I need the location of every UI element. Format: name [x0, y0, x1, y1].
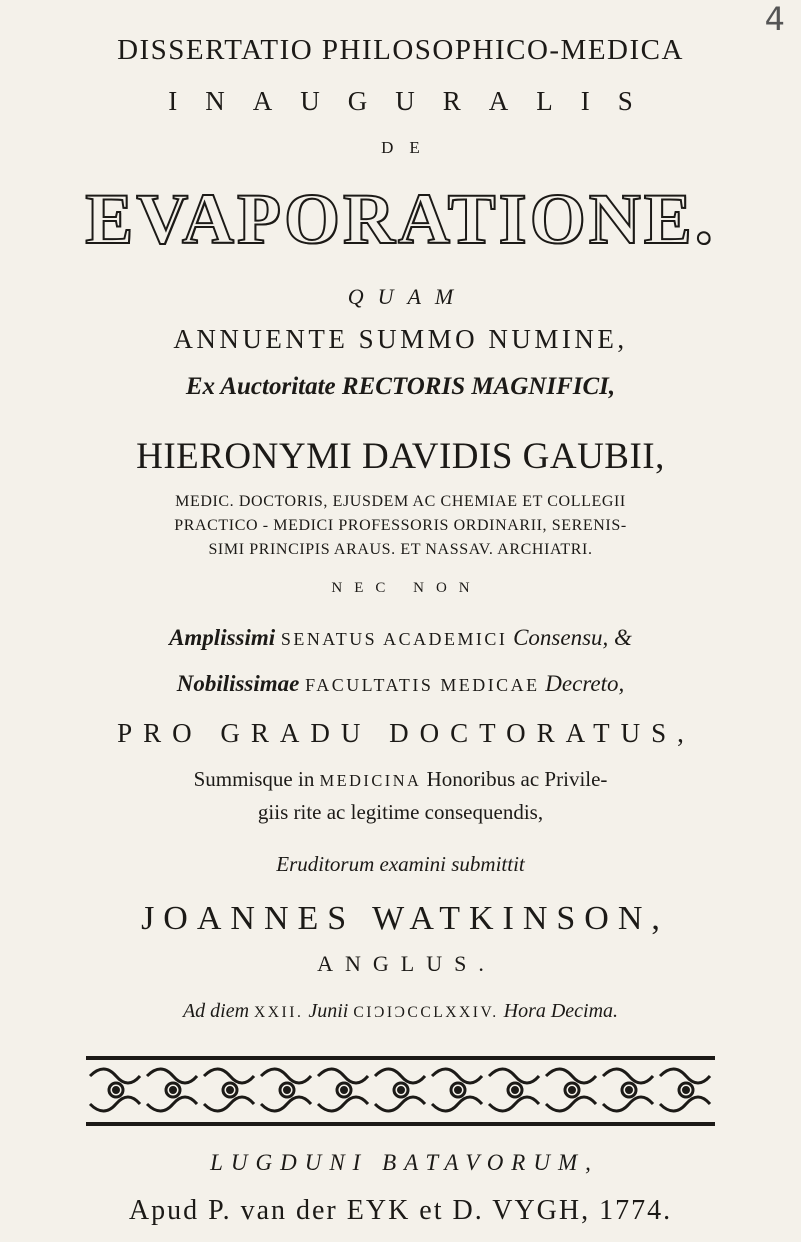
summisque-line-2: giis rite ac legitime consequendis,	[257, 800, 544, 824]
ornament-rosette-center	[570, 1088, 575, 1093]
date-line	[0, 1000, 801, 1023]
eruditorum-line: Eruditorum examini submittit	[276, 852, 525, 876]
ornament-scroll-bottom	[147, 1097, 197, 1111]
quam-line: QUAM	[347, 284, 468, 309]
ornament-scroll-top	[603, 1069, 653, 1083]
ornament-rosette-center	[228, 1088, 233, 1093]
ornament-scroll-top	[489, 1069, 539, 1083]
ornament-scroll-bottom	[489, 1097, 539, 1111]
imprint-publisher: Apud P. van der EYK et D. VYGH, 1774.	[128, 1195, 673, 1226]
facultatis-line	[0, 671, 801, 697]
rector-titles	[0, 490, 801, 562]
ornament-scroll-bottom	[603, 1097, 653, 1111]
ornament-scroll-bottom	[546, 1097, 596, 1111]
ornament-scroll-bottom	[375, 1097, 425, 1111]
ornament-scroll-top	[318, 1069, 368, 1083]
ornament-scroll-bottom	[432, 1097, 482, 1111]
ornament-scroll-top	[432, 1069, 482, 1083]
author-nation: ANGLUS.	[317, 951, 496, 976]
title-line-1: DISSERTATIO PHILOSOPHICO-MEDICA	[117, 34, 684, 66]
title-subject: EVAPORATIONE.	[85, 179, 716, 259]
ex-word: Ex	[185, 373, 216, 400]
ornament-scroll-top	[147, 1069, 197, 1083]
author-name: JOANNES WATKINSON,	[141, 900, 669, 937]
ornament-rosette-center	[513, 1088, 518, 1093]
facultatis-medicae: FACULTATIS MEDICAE	[305, 675, 540, 695]
ornament-scroll-top	[660, 1069, 710, 1083]
rector-titles-line-2: PRACTICO - MEDICI PROFESSORIS ORDINARII, SERENIS-	[174, 517, 627, 534]
nec-non: NEC NON	[331, 580, 482, 596]
auctoritate-line	[0, 373, 801, 401]
rector-titles-line-1: MEDIC. DOCTORIS, EJUSDEM AC CHEMIAE ET COLLEGII	[175, 493, 626, 510]
imprint-place: LUGDUNI BATAVORUM,	[210, 1150, 599, 1175]
ornament-scroll-bottom	[318, 1097, 368, 1111]
rector-magnifici: RECTORIS MAGNIFICI,	[341, 373, 616, 400]
ad-diem: Ad diem	[182, 1000, 250, 1022]
date-day: XXII.	[254, 1004, 304, 1021]
title-line-2: INAUGURALIS	[168, 86, 661, 116]
senatus-line	[0, 625, 801, 651]
date-month: Junii	[308, 1000, 349, 1022]
summisque-post: Honoribus ac Privile-	[426, 767, 608, 791]
ornament-rosette-center	[456, 1088, 461, 1093]
ornament-rosette-center	[627, 1088, 632, 1093]
title-de: DE	[381, 138, 436, 157]
decreto-word: Decreto,	[545, 671, 625, 696]
rector-titles-line-3: SIMI PRINCIPIS ARAUS. ET NASSAV. ARCHIATRI.	[208, 541, 593, 558]
ornament-rosette-center	[285, 1088, 290, 1093]
rector-name: HIERONYMI DAVIDIS GAUBII,	[136, 436, 665, 477]
annuente-line: ANNUENTE SUMMO NUMINE,	[173, 324, 628, 354]
ornament-scroll-top	[204, 1069, 254, 1083]
pro-gradu: PRO GRADU DOCTORATUS,	[117, 718, 695, 748]
ampersand: &	[614, 625, 632, 650]
ornament-scroll-bottom	[660, 1097, 710, 1111]
ornament-rosette-center	[342, 1088, 347, 1093]
senatus-academici: SENATUS ACADEMICI	[280, 629, 508, 649]
ornament-scroll-top	[546, 1069, 596, 1083]
printers-ornament-band	[86, 1054, 715, 1128]
summisque-pre: Summisque in	[193, 767, 315, 791]
summisque-line	[0, 767, 801, 792]
ornament-rosette-center	[399, 1088, 404, 1093]
ornament-scroll-bottom	[261, 1097, 311, 1111]
ornament-scroll-bottom	[90, 1097, 140, 1111]
manuscript-number: 4	[764, 0, 785, 38]
nobilissimae-word: Nobilissimae	[176, 671, 300, 696]
consensu-word: Consensu,	[513, 625, 609, 650]
ornament-scroll-top	[90, 1069, 140, 1083]
auctoritate-word: Auctoritate	[220, 373, 336, 400]
ornament-rosette-center	[684, 1088, 689, 1093]
medicina-word: MEDICINA	[319, 771, 422, 790]
ornament-scroll-top	[261, 1069, 311, 1083]
date-year: CIƆIƆCCLXXIV.	[353, 1004, 499, 1021]
ornament-rosette-center	[171, 1088, 176, 1093]
amplissimi-word: Amplissimi	[169, 625, 276, 650]
ornament-scroll-top	[375, 1069, 425, 1083]
ornament-scroll-bottom	[204, 1097, 254, 1111]
ornament-rosette-center	[114, 1088, 119, 1093]
date-hour: Hora Decima.	[503, 1000, 619, 1022]
